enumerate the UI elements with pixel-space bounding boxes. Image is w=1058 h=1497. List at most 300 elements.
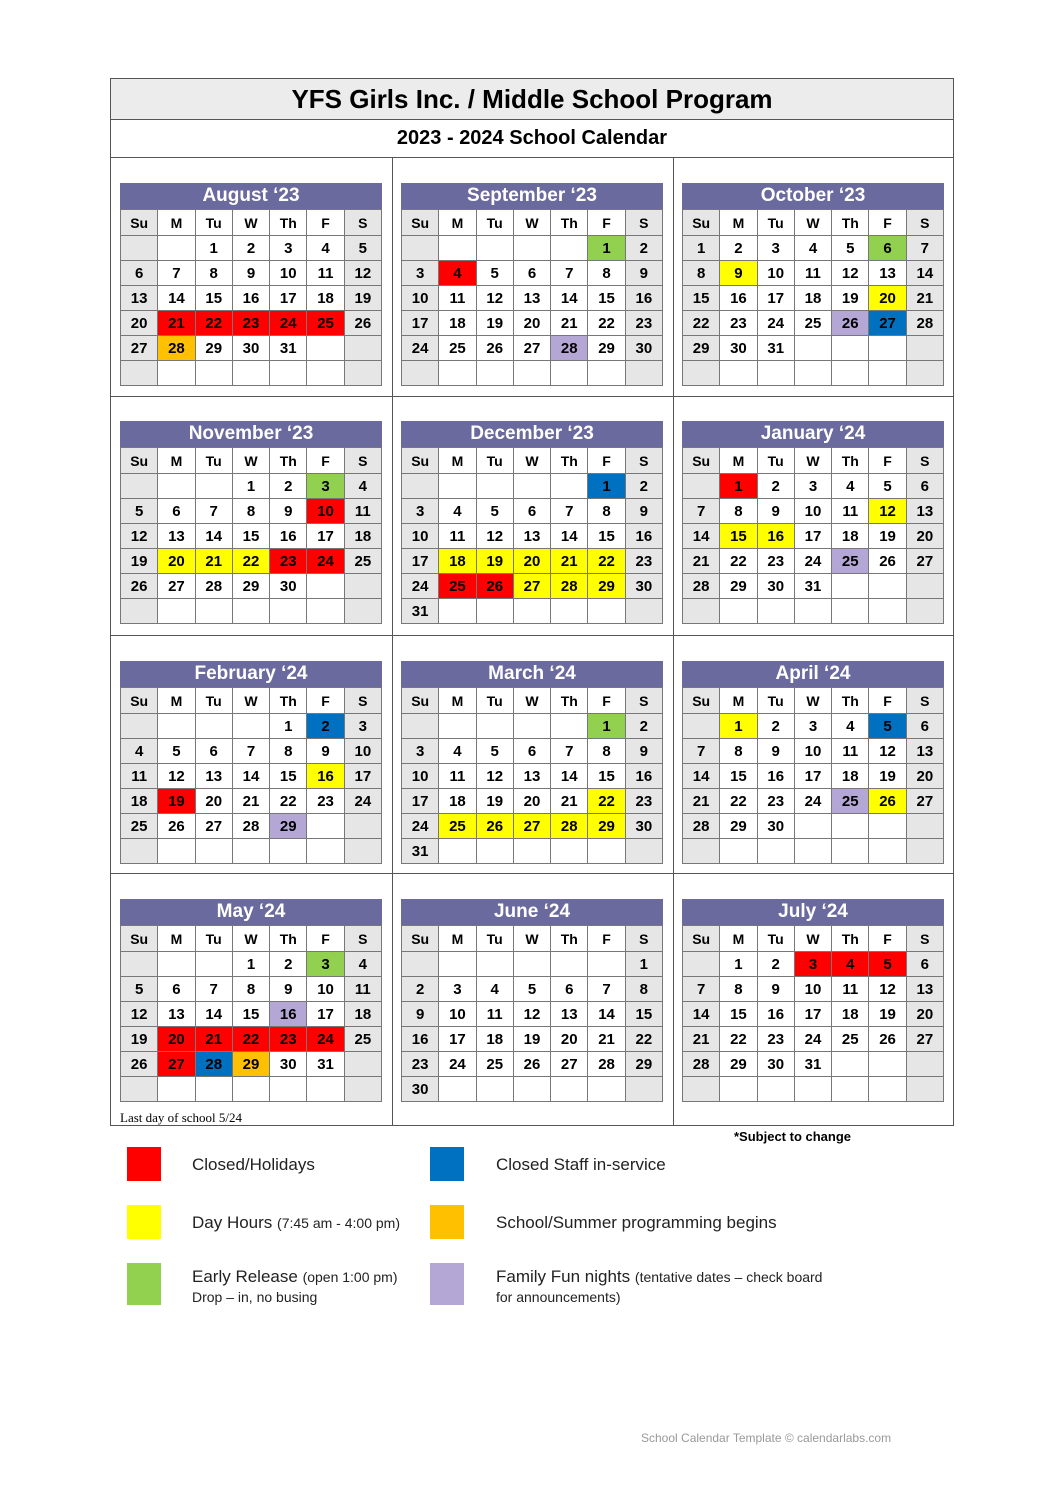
weekday-label: F	[588, 926, 625, 952]
day-cell: 5	[832, 236, 869, 261]
day-cell: 30	[625, 574, 662, 599]
day-cell: 29	[270, 814, 307, 839]
empty-cell	[513, 599, 550, 624]
empty-cell	[757, 361, 794, 386]
empty-cell	[270, 839, 307, 864]
day-cell: 30	[757, 574, 794, 599]
empty-cell	[832, 1077, 869, 1102]
day-cell: 20	[513, 789, 550, 814]
last-day-note: Last day of school 5/24	[120, 1110, 243, 1125]
day-cell: 21	[232, 789, 269, 814]
footer-credit: School Calendar Template © calendarlabs.com	[641, 1431, 892, 1445]
day-cell: 15	[232, 524, 269, 549]
week-row	[683, 764, 944, 789]
day-cell: 7	[683, 977, 720, 1002]
empty-cell	[158, 599, 195, 624]
weekday-label: Tu	[757, 926, 794, 952]
weekday-label: Tu	[757, 688, 794, 714]
weekday-label: Su	[683, 448, 720, 474]
month-grid	[682, 925, 944, 1102]
day-cell: 25	[344, 549, 381, 574]
day-cell: 7	[195, 499, 232, 524]
day-cell: 29	[588, 574, 625, 599]
day-cell: 14	[588, 1002, 625, 1027]
empty-cell	[232, 361, 269, 386]
month-title: February ‘24	[120, 661, 382, 687]
day-cell: 18	[344, 1002, 381, 1027]
day-cell: 31	[757, 336, 794, 361]
day-cell: 11	[439, 286, 476, 311]
month-calendar	[120, 661, 382, 864]
day-cell: 4	[439, 499, 476, 524]
empty-cell	[832, 599, 869, 624]
weekday-label: Th	[551, 448, 588, 474]
day-cell: 27	[906, 1027, 943, 1052]
empty-cell	[869, 574, 906, 599]
week-row	[683, 789, 944, 814]
weekday-label: Su	[683, 210, 720, 236]
empty-cell	[402, 714, 439, 739]
day-cell: 31	[307, 1052, 344, 1077]
empty-cell	[307, 1077, 344, 1102]
day-cell: 22	[625, 1027, 662, 1052]
day-cell: 31	[402, 839, 439, 864]
day-cell: 8	[232, 977, 269, 1002]
day-cell: 17	[307, 524, 344, 549]
day-cell: 16	[625, 286, 662, 311]
day-cell: 9	[402, 1002, 439, 1027]
day-cell: 30	[757, 1052, 794, 1077]
day-cell: 22	[270, 789, 307, 814]
day-cell: 3	[270, 236, 307, 261]
weekday-label: Th	[832, 688, 869, 714]
empty-cell	[513, 236, 550, 261]
week-row	[683, 474, 944, 499]
day-cell: 5	[869, 952, 906, 977]
empty-cell	[476, 361, 513, 386]
week-row	[683, 1052, 944, 1077]
month-title: November ‘23	[120, 421, 382, 447]
empty-cell	[121, 599, 158, 624]
day-cell: 26	[121, 1052, 158, 1077]
week-row	[121, 599, 382, 624]
day-cell: 6	[158, 977, 195, 1002]
day-cell: 14	[195, 524, 232, 549]
day-cell: 1	[720, 952, 757, 977]
empty-cell	[307, 574, 344, 599]
day-cell: 8	[683, 261, 720, 286]
empty-cell	[307, 599, 344, 624]
day-cell: 13	[195, 764, 232, 789]
week-row	[683, 1027, 944, 1052]
day-cell: 8	[588, 499, 625, 524]
week-row	[683, 261, 944, 286]
weekday-label: M	[720, 210, 757, 236]
weekday-label: W	[513, 926, 550, 952]
day-cell: 20	[551, 1027, 588, 1052]
weekday-label: M	[158, 210, 195, 236]
day-cell: 18	[439, 549, 476, 574]
month-title: December ‘23	[401, 421, 663, 447]
day-cell: 12	[158, 764, 195, 789]
empty-cell	[720, 1077, 757, 1102]
empty-cell	[195, 474, 232, 499]
day-cell: 20	[195, 789, 232, 814]
day-cell: 10	[307, 499, 344, 524]
day-cell: 30	[757, 814, 794, 839]
day-cell: 15	[195, 286, 232, 311]
day-cell: 9	[307, 739, 344, 764]
day-cell: 24	[794, 789, 831, 814]
empty-cell	[439, 714, 476, 739]
day-cell: 9	[232, 261, 269, 286]
day-cell: 23	[270, 549, 307, 574]
week-row	[683, 236, 944, 261]
day-cell: 22	[720, 549, 757, 574]
empty-cell	[551, 714, 588, 739]
day-cell: 22	[232, 1027, 269, 1052]
week-row	[121, 977, 382, 1002]
week-row	[683, 814, 944, 839]
day-cell: 2	[270, 952, 307, 977]
day-cell: 27	[158, 1052, 195, 1077]
empty-cell	[121, 952, 158, 977]
day-cell: 10	[794, 977, 831, 1002]
empty-cell	[439, 839, 476, 864]
day-cell: 15	[720, 1002, 757, 1027]
weekday-label: S	[906, 926, 943, 952]
empty-cell	[476, 236, 513, 261]
day-cell: 27	[513, 814, 550, 839]
day-cell: 17	[307, 1002, 344, 1027]
day-cell: 8	[625, 977, 662, 1002]
day-cell: 22	[588, 311, 625, 336]
day-cell: 20	[906, 764, 943, 789]
week-row	[402, 474, 663, 499]
day-cell: 7	[906, 236, 943, 261]
week-row	[402, 261, 663, 286]
day-cell: 14	[683, 524, 720, 549]
day-cell: 8	[720, 499, 757, 524]
day-cell: 2	[625, 714, 662, 739]
day-cell: 19	[158, 789, 195, 814]
empty-cell	[832, 1052, 869, 1077]
day-cell: 6	[513, 739, 550, 764]
empty-cell	[344, 361, 381, 386]
weekday-label: Th	[832, 448, 869, 474]
month-title: June ‘24	[401, 899, 663, 925]
day-cell: 24	[794, 549, 831, 574]
empty-cell	[869, 599, 906, 624]
day-cell: 19	[513, 1027, 550, 1052]
day-cell: 3	[307, 952, 344, 977]
week-row	[683, 1077, 944, 1102]
day-cell: 25	[794, 311, 831, 336]
day-cell: 6	[551, 977, 588, 1002]
empty-cell	[551, 599, 588, 624]
weekday-label: S	[625, 448, 662, 474]
empty-cell	[158, 361, 195, 386]
empty-cell	[906, 599, 943, 624]
day-cell: 17	[794, 1002, 831, 1027]
day-cell: 9	[720, 261, 757, 286]
weekday-label: W	[794, 210, 831, 236]
empty-cell	[195, 1077, 232, 1102]
empty-cell	[551, 474, 588, 499]
day-cell: 1	[588, 474, 625, 499]
day-cell: 24	[344, 789, 381, 814]
week-row	[402, 236, 663, 261]
day-cell: 1	[588, 714, 625, 739]
day-cell: 16	[757, 764, 794, 789]
month-title: October ‘23	[682, 183, 944, 209]
day-cell: 8	[720, 977, 757, 1002]
day-cell: 21	[551, 311, 588, 336]
day-cell: 30	[720, 336, 757, 361]
day-cell: 25	[832, 1027, 869, 1052]
day-cell: 19	[869, 1002, 906, 1027]
day-cell: 27	[195, 814, 232, 839]
empty-cell	[270, 361, 307, 386]
day-cell: 10	[270, 261, 307, 286]
day-cell: 10	[344, 739, 381, 764]
day-cell: 24	[307, 1027, 344, 1052]
empty-cell	[476, 599, 513, 624]
week-row	[121, 1027, 382, 1052]
month-grid	[682, 209, 944, 386]
month-grid	[120, 925, 382, 1102]
day-cell: 18	[307, 286, 344, 311]
empty-cell	[439, 952, 476, 977]
week-row	[402, 814, 663, 839]
weekday-label: M	[158, 448, 195, 474]
week-row	[683, 952, 944, 977]
week-row	[402, 286, 663, 311]
weekday-label: S	[625, 210, 662, 236]
empty-cell	[906, 839, 943, 864]
weekday-label: F	[869, 210, 906, 236]
legend-item-day-hours	[192, 1213, 400, 1233]
day-cell: 26	[869, 789, 906, 814]
day-cell: 3	[307, 474, 344, 499]
empty-cell	[344, 336, 381, 361]
day-cell: 28	[683, 1052, 720, 1077]
week-row	[683, 311, 944, 336]
day-cell: 5	[869, 474, 906, 499]
day-cell: 23	[720, 311, 757, 336]
empty-cell	[906, 574, 943, 599]
empty-cell	[551, 361, 588, 386]
day-cell: 2	[757, 474, 794, 499]
day-cell: 25	[832, 789, 869, 814]
empty-cell	[513, 714, 550, 739]
week-row	[402, 739, 663, 764]
day-cell: 10	[402, 524, 439, 549]
day-cell: 3	[402, 261, 439, 286]
week-row	[121, 286, 382, 311]
day-cell: 4	[832, 474, 869, 499]
day-cell: 26	[832, 311, 869, 336]
empty-cell	[232, 1077, 269, 1102]
empty-cell	[683, 361, 720, 386]
empty-cell	[513, 839, 550, 864]
day-cell: 15	[588, 524, 625, 549]
day-cell: 17	[402, 311, 439, 336]
week-row	[402, 599, 663, 624]
weekday-label: Th	[270, 926, 307, 952]
day-cell: 27	[513, 574, 550, 599]
empty-cell	[476, 1077, 513, 1102]
empty-cell	[402, 361, 439, 386]
day-cell: 21	[195, 1027, 232, 1052]
day-cell: 21	[683, 789, 720, 814]
empty-cell	[232, 599, 269, 624]
week-row	[683, 599, 944, 624]
day-cell: 7	[683, 499, 720, 524]
month-grid	[401, 687, 663, 864]
day-cell: 27	[158, 574, 195, 599]
weekday-label: Su	[121, 448, 158, 474]
empty-cell	[121, 474, 158, 499]
day-cell: 19	[869, 524, 906, 549]
weekday-label: F	[307, 210, 344, 236]
day-cell: 3	[344, 714, 381, 739]
day-cell: 28	[551, 574, 588, 599]
day-cell: 14	[551, 524, 588, 549]
day-cell: 28	[551, 336, 588, 361]
day-cell: 3	[402, 499, 439, 524]
month-grid	[401, 209, 663, 386]
empty-cell	[307, 361, 344, 386]
week-row	[402, 1027, 663, 1052]
day-cell: 15	[683, 286, 720, 311]
week-row	[683, 574, 944, 599]
week-row	[121, 549, 382, 574]
day-cell: 21	[683, 1027, 720, 1052]
month-grid	[682, 447, 944, 624]
day-cell: 27	[869, 311, 906, 336]
week-row	[683, 839, 944, 864]
week-row	[121, 499, 382, 524]
day-cell: 6	[121, 261, 158, 286]
grid-divider	[673, 158, 674, 1126]
day-cell: 19	[869, 764, 906, 789]
empty-cell	[588, 839, 625, 864]
day-cell: 11	[344, 977, 381, 1002]
day-cell: 14	[195, 1002, 232, 1027]
day-cell: 12	[832, 261, 869, 286]
empty-cell	[513, 361, 550, 386]
day-cell: 23	[402, 1052, 439, 1077]
week-row	[683, 361, 944, 386]
day-cell: 10	[794, 499, 831, 524]
empty-cell	[402, 952, 439, 977]
day-cell: 11	[344, 499, 381, 524]
weekday-label: Th	[551, 688, 588, 714]
day-cell: 25	[344, 1027, 381, 1052]
day-cell: 26	[121, 574, 158, 599]
day-cell: 29	[720, 814, 757, 839]
day-cell: 29	[720, 1052, 757, 1077]
weekday-label: M	[158, 926, 195, 952]
empty-cell	[476, 474, 513, 499]
day-cell: 15	[625, 1002, 662, 1027]
weekday-label: Th	[270, 688, 307, 714]
grid-divider	[111, 635, 953, 636]
day-cell: 7	[158, 261, 195, 286]
day-cell: 20	[513, 549, 550, 574]
day-cell: 20	[906, 1002, 943, 1027]
empty-cell	[232, 839, 269, 864]
day-cell: 10	[402, 764, 439, 789]
day-cell: 8	[588, 739, 625, 764]
weekday-label: F	[869, 688, 906, 714]
day-cell: 20	[158, 549, 195, 574]
weekday-label: Su	[121, 926, 158, 952]
weekday-label: S	[625, 926, 662, 952]
empty-cell	[906, 1052, 943, 1077]
week-row	[402, 789, 663, 814]
day-cell: 7	[551, 499, 588, 524]
empty-cell	[158, 952, 195, 977]
weekday-label: Su	[402, 926, 439, 952]
day-cell: 4	[344, 474, 381, 499]
day-cell: 6	[906, 952, 943, 977]
empty-cell	[832, 361, 869, 386]
day-cell: 19	[121, 1027, 158, 1052]
empty-cell	[270, 1077, 307, 1102]
day-cell: 14	[906, 261, 943, 286]
day-cell: 4	[344, 952, 381, 977]
legend-item-family-fun-nights	[496, 1267, 822, 1307]
week-row	[683, 549, 944, 574]
day-cell: 8	[588, 261, 625, 286]
weekday-label: S	[625, 688, 662, 714]
legend-item-early-release	[192, 1267, 398, 1307]
empty-cell	[402, 474, 439, 499]
week-row	[402, 952, 663, 977]
day-cell: 20	[906, 524, 943, 549]
empty-cell	[121, 236, 158, 261]
weekday-label: S	[344, 926, 381, 952]
week-row	[402, 549, 663, 574]
weekday-label: Su	[121, 210, 158, 236]
month-title: August ‘23	[120, 183, 382, 209]
empty-cell	[794, 361, 831, 386]
day-cell: 25	[439, 814, 476, 839]
month-grid	[120, 687, 382, 864]
day-cell: 20	[158, 1027, 195, 1052]
empty-cell	[683, 1077, 720, 1102]
empty-cell	[476, 714, 513, 739]
weekday-label: Tu	[195, 688, 232, 714]
weekday-label: Su	[402, 210, 439, 236]
month-grid	[120, 209, 382, 386]
day-cell: 6	[195, 739, 232, 764]
day-cell: 2	[270, 474, 307, 499]
week-row	[121, 1002, 382, 1027]
weekday-label: F	[307, 688, 344, 714]
empty-cell	[232, 714, 269, 739]
day-cell: 30	[625, 814, 662, 839]
weekday-label: Tu	[195, 926, 232, 952]
day-cell: 1	[683, 236, 720, 261]
day-cell: 1	[720, 474, 757, 499]
legend-detail-line2: Drop – in, no busing	[192, 1289, 318, 1305]
empty-cell	[588, 361, 625, 386]
day-cell: 21	[551, 789, 588, 814]
day-cell: 9	[270, 977, 307, 1002]
